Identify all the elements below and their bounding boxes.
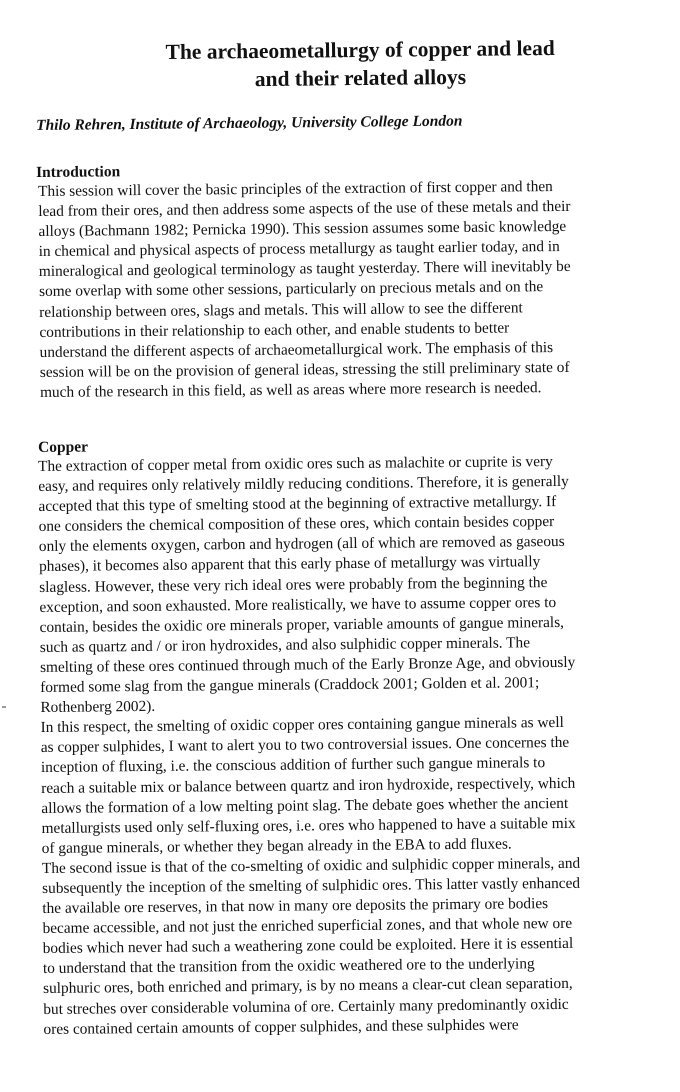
text-line: such as quartz and / or iron hydroxides, and also sulphidic copper minerals. The bbox=[39, 634, 531, 656]
text-line: as copper sulphides, I want to alert you to two controversial issues. One concernes the bbox=[40, 734, 570, 757]
text-line: understand the different aspects of archaeometallurgical work. The emphasis of this bbox=[39, 338, 554, 361]
copper-heading: Copper bbox=[38, 438, 89, 456]
text-line: of gangue minerals, or whether they began already in the EBA to add fluxes. bbox=[41, 835, 512, 857]
text-line: some overlap with some other sessions, particularly on precious metals and on the bbox=[38, 278, 544, 301]
title-line-2: and their related alloys bbox=[254, 64, 467, 92]
text-line: but streches over considerable volumina of ore. Certainly many predominantly oxidic bbox=[43, 995, 569, 1018]
text-line: This session will cover the basic principles of the extraction of first copper and then bbox=[38, 178, 553, 200]
copper-paragraph bbox=[38, 451, 674, 1040]
text-line: lead from their ores, and then address some aspects of the use of these metals and their bbox=[38, 197, 571, 221]
text-line: subsequently the inception of the smelting of sulphidic ores. This latter vastly enhanced bbox=[42, 874, 581, 897]
text-line: alloys (Bachmann 1982; Pernicka 1990). This session assumes some basic knowledge bbox=[38, 218, 567, 241]
text-line: contributions in their relationship to each other, and enable students to better bbox=[39, 319, 510, 341]
text-line: phases), it becomes also apparent that this early phase of metallurgy was virtually bbox=[38, 553, 541, 576]
title-line-1: The archaeometallurgy of copper and lead bbox=[165, 35, 555, 65]
text-line: The second issue is that of the co-smelting of oxidic and sulphidic copper minerals, and bbox=[41, 854, 581, 877]
introduction-heading: Introduction bbox=[36, 163, 121, 181]
text-line: mineralogical and geological terminology as taught yesterday. There will inevitably be bbox=[38, 258, 571, 281]
text-line: metallurgists used only self-fluxing ores, i.e. ores who happened to have a suitable mix bbox=[41, 814, 576, 837]
text-line: slagless. However, these very rich ideal ores were probably from the beginning the bbox=[39, 573, 548, 596]
text-line: ores contained certain amounts of copper sulphides, and these sulphides were bbox=[43, 1016, 519, 1038]
text-line: easy, and requires only relatively mildly reducing conditions. Therefore, it is generally bbox=[38, 473, 569, 496]
text-line: only the elements oxygen, carbon and hydrogen (all of which are removed as gaseous bbox=[38, 533, 565, 556]
text-line: allows the formation of a low melting point slag. The debate goes whether the ancient bbox=[41, 794, 569, 817]
scan-mark bbox=[2, 706, 6, 708]
text-line: Rothenberg 2002). bbox=[40, 698, 156, 717]
text-line: sulphuric ores, both enriched and primary, is by no means a clear-cut clean separation, bbox=[43, 975, 573, 998]
text-line: contain, besides the oxidic ore minerals proper, variable amounts of gangue minerals, bbox=[39, 613, 565, 636]
text-line: reach a suitable mix or balance between quartz and iron hydroxide, respectively, which bbox=[41, 774, 576, 797]
text-line: In this respect, the smelting of oxidic copper ores containing gangue minerals as well bbox=[40, 714, 564, 737]
text-line: formed some slag from the gangue minerals (Craddock 2001; Golden et al. 2001; bbox=[40, 674, 540, 697]
text-line: The extraction of copper metal from oxidic ores such as malachite or cuprite is very bbox=[38, 453, 553, 475]
text-line: session will be on the provision of general ideas, stressing the still preliminary state of bbox=[39, 358, 570, 381]
text-line: in chemical and physical aspects of process metallurgy as taught earlier today, and in bbox=[38, 238, 560, 261]
text-line: inception of fluxing, i.e. the conscious addition of further such gangue minerals to bbox=[40, 754, 546, 777]
document-title bbox=[60, 33, 661, 95]
text-line: accepted that this type of smelting stood at the beginning of extractive metallurgy. If bbox=[38, 493, 557, 516]
introduction-paragraph bbox=[38, 176, 670, 403]
text-line: one considers the chemical composition of these ores, which contain besides copper bbox=[38, 513, 555, 536]
text-line: much of the research in this field, as well as areas where more research is needed. bbox=[39, 379, 542, 401]
text-line: the available ore reserves, in that now in many ore deposits the primary ore bodies bbox=[42, 895, 549, 918]
text-line: bodies which never had such a weathering zone could be exploited. Here it is essential bbox=[42, 935, 574, 958]
text-line: exception, and soon exhausted. More realistically, we have to assume copper ores to bbox=[39, 593, 557, 616]
text-line: became accessible, and not just the enriched superficial zones, and that whole new ore bbox=[42, 915, 573, 938]
text-line: to understand that the transition from the oxidic weathered ore to the underlying bbox=[42, 955, 535, 978]
author-line: Thilo Rehren, Institute of Archaeology, University College London bbox=[36, 112, 463, 134]
text-line: smelting of these ores continued through much of the Early Bronze Age, and obviously bbox=[39, 653, 576, 676]
text-line: relationship between ores, slags and metals. This will allow to see the different bbox=[39, 298, 523, 321]
